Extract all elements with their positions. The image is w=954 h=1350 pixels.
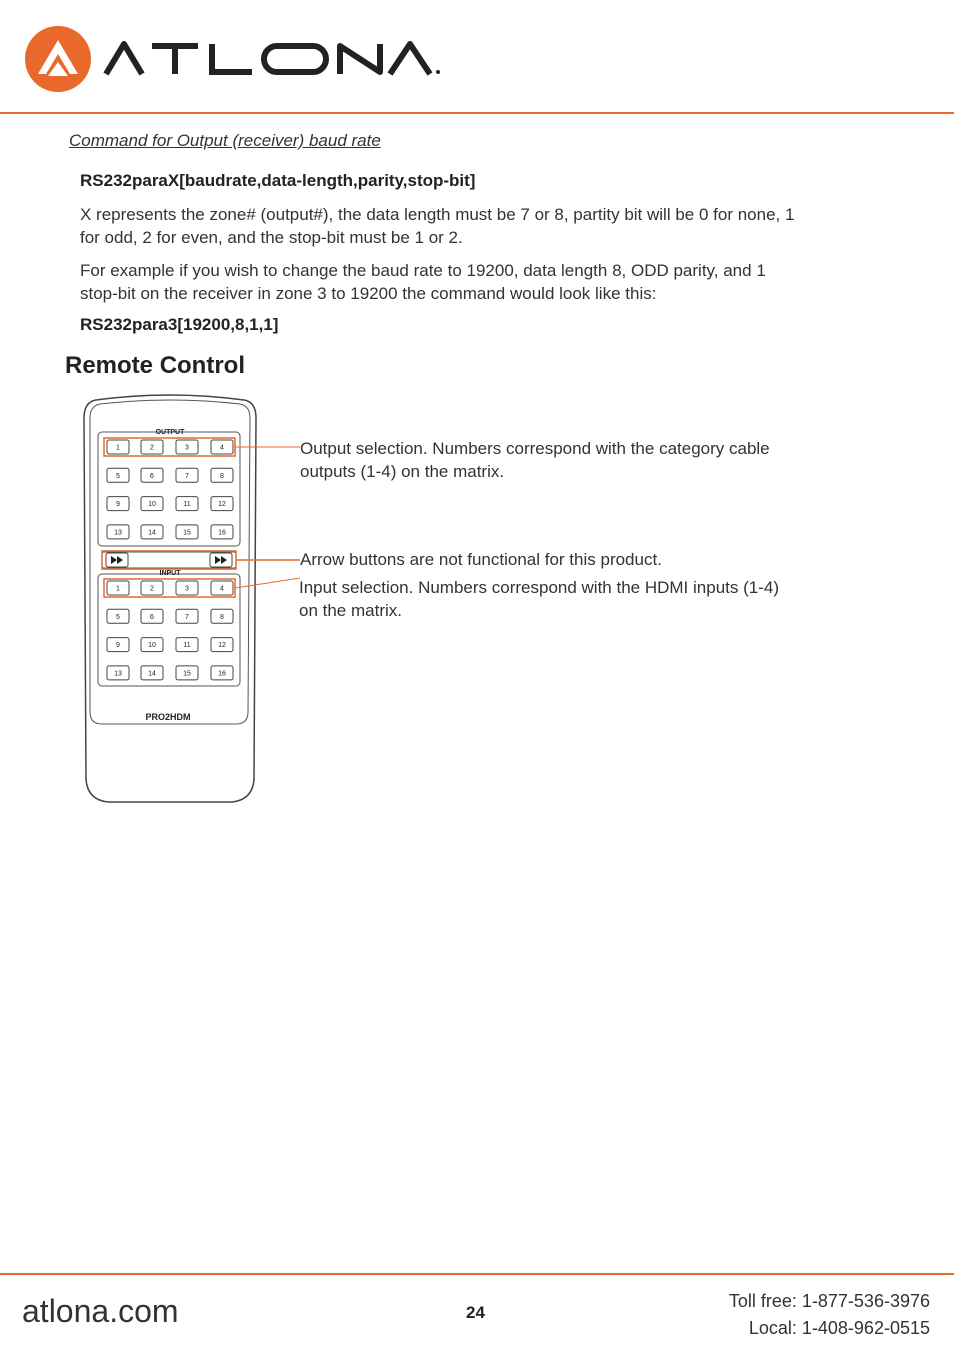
remote-model-label: PRO2HDM [145, 712, 191, 722]
remote-button-label: 3 [185, 444, 189, 452]
toll-free-number: Toll free: 1-877-536-3976 [728, 1291, 930, 1311]
input-callout [299, 576, 779, 622]
remote-output-label: OUTPUT [155, 429, 185, 436]
remote-button-label: 9 [116, 642, 120, 650]
remote-button-label: 13 [114, 670, 122, 678]
remote-button-label: 13 [114, 529, 122, 537]
header-rule [0, 112, 954, 114]
example-paragraph [80, 259, 890, 305]
footer-rule [0, 1273, 954, 1275]
atlona-logo [20, 22, 450, 96]
fast-forward-icon [106, 553, 128, 567]
output-callout [300, 437, 770, 483]
remote-button-label: 12 [218, 501, 226, 509]
remote-button-label: 11 [183, 642, 191, 650]
remote-button-label: 8 [220, 472, 224, 480]
remote-button-label: 5 [116, 613, 120, 621]
remote-button-label: 16 [218, 529, 226, 537]
remote-button-label: 11 [183, 501, 191, 509]
callout-line: on the matrix. [299, 601, 402, 620]
callout-line: outputs (1-4) on the matrix. [300, 462, 505, 481]
remote-button-label: 8 [220, 613, 224, 621]
description-line: for odd, 2 for even, and the stop-bit must be 1 or 2. [80, 228, 463, 247]
remote-button-label: 1 [116, 585, 120, 593]
subheading: Command for Output (receiver) baud rate [69, 131, 381, 150]
remote-button-label: 4 [220, 444, 224, 452]
footer-site: atlona.com [22, 1293, 179, 1329]
example-command: RS232para3[19200,8,1,1] [80, 315, 279, 334]
description-line: X represents the zone# (output#), the data length must be 7 or 8, partity bit will be 0 for none, 1 [80, 205, 795, 224]
remote-button-label: 7 [185, 472, 189, 480]
section-title: Remote Control [65, 352, 245, 379]
remote-button-label: 10 [148, 642, 156, 650]
remote-button-label: 2 [150, 444, 154, 452]
callout-line: Input selection. Numbers correspond with the HDMI inputs (1-4) [299, 578, 779, 597]
example-line: stop-bit on the receiver in zone 3 to 19200 the command would look like this: [80, 284, 657, 303]
remote-button-label: 4 [220, 585, 224, 593]
fast-forward-icon [210, 553, 232, 567]
remote-button-label: 15 [183, 529, 191, 537]
local-number: Local: 1-408-962-0515 [748, 1318, 930, 1338]
remote-button-label: 2 [150, 585, 154, 593]
remote-button-label: 7 [185, 613, 189, 621]
arrow-callout [300, 548, 662, 571]
remote-button-label: 5 [116, 472, 120, 480]
remote-button-label: 3 [185, 585, 189, 593]
remote-button-label: 6 [150, 472, 154, 480]
example-line: For example if you wish to change the baud rate to 19200, data length 8, ODD parity, and 1 [80, 261, 766, 280]
page-number: 24 [466, 1303, 485, 1322]
remote-button-label: 15 [183, 670, 191, 678]
remote-button-label: 1 [116, 444, 120, 452]
callout-line: Output selection. Numbers correspond with the category cable [300, 439, 770, 458]
remote-button-label: 6 [150, 613, 154, 621]
command-syntax: RS232paraX[baudrate,data-length,parity,stop-bit] [80, 171, 476, 190]
remote-button-label: 10 [148, 501, 156, 509]
remote-button-label: 9 [116, 501, 120, 509]
callout-line: Arrow buttons are not functional for this product. [300, 550, 662, 569]
remote-button-label: 14 [148, 529, 156, 537]
remote-input-label: INPUT [159, 570, 181, 577]
remote-button-label: 12 [218, 642, 226, 650]
remote-button-label: 16 [218, 670, 226, 678]
description-paragraph [80, 203, 890, 249]
footer-contact [729, 1288, 930, 1342]
remote-button-label: 14 [148, 670, 156, 678]
